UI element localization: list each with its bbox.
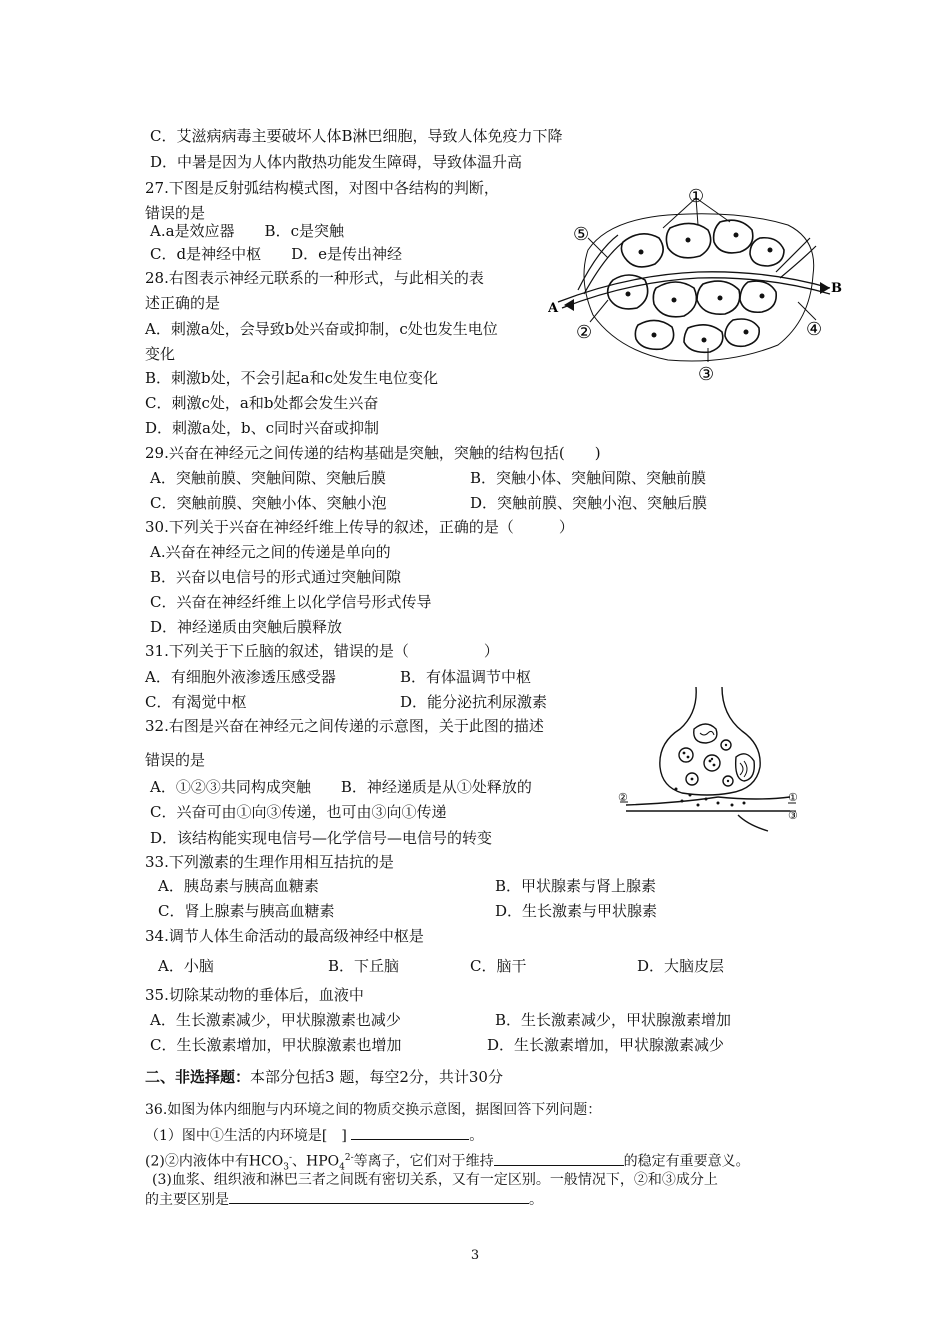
q36-part3-cont [145, 1188, 543, 1210]
q36-part2-sub1: 3 [283, 1162, 289, 1173]
fig1-label-b: B [831, 281, 842, 296]
q36-part1 [145, 1124, 483, 1146]
q35-stem: 35.切除某动物的垂体后，血液中 [145, 986, 364, 1004]
fig2-label-3: ③ [788, 809, 798, 822]
fig2-label-1: ① [788, 791, 798, 804]
q29-option-a: A．突触前膜、突触间隙、突触后膜 [150, 469, 386, 487]
q36-part3-blank[interactable] [229, 1188, 529, 1204]
q30-option-b: B．兴奋以电信号的形式通过突触间隙 [150, 568, 402, 586]
q36-part3: (3)血浆、组织液和淋巴三者之间既有密切关系，又有一定区别。一般情况下，②和③成分上 [152, 1172, 718, 1188]
q36-part3-text: 的主要区别是 [145, 1192, 229, 1208]
q32-option-d: D．该结构能实现电信号—化学信号—电信号的转变 [150, 829, 493, 847]
q32-stem-cont: 错误的是 [145, 751, 206, 769]
q36-part2-text-c: 等离子，它们对于维持 [353, 1153, 494, 1170]
q36-part2-blank[interactable] [494, 1150, 624, 1166]
section-2-desc: 本部分包括3 题，每空2分，共计30分 [250, 1068, 503, 1086]
q35-option-d: D．生长激素增加，甲状腺激素减少 [487, 1036, 725, 1054]
fig1-label-3: ③ [698, 364, 715, 385]
fig1-label-a: A [548, 301, 559, 316]
q36-part2-text-a: (2)②内液体中有HCO [145, 1153, 284, 1170]
fig1-label-4: ④ [806, 319, 823, 340]
q31-option-c: C．有渴觉中枢 [145, 693, 247, 711]
q28-stem-cont: 述正确的是 [145, 294, 221, 312]
q35-option-c: C．生长激素增加，甲状腺激素也增加 [150, 1036, 402, 1054]
q26-option-d: D．中暑是因为人体内散热功能发生障碍，导致体温升高 [150, 153, 523, 171]
q31-option-b: B．有体温调节中枢 [400, 668, 532, 686]
q33-option-c: C．肾上腺素与胰高血糖素 [158, 902, 335, 920]
q34-option-d: D．大脑皮层 [637, 957, 725, 975]
q36-part2-text-d: 的稳定有重要意义。 [623, 1153, 750, 1170]
q36-part2-sup2: 2- [344, 1153, 354, 1163]
q32-option-ab: A．①②③共同构成突触 B．神经递质是从①处释放的 [150, 778, 532, 796]
q31-option-a: A．有细胞外液渗透压感受器 [145, 668, 336, 686]
q31-option-d: D．能分泌抗利尿激素 [400, 693, 548, 711]
q33-option-d: D．生长激素与甲状腺素 [495, 902, 658, 920]
q29-stem: 29.兴奋在神经元之间传递的结构基础是突触，突触的结构包括( ) [145, 444, 601, 462]
q36-part2-text-b: 、HPO [292, 1153, 340, 1170]
q28-option-b: B．刺激b处，不会引起a和c处发生电位变化 [145, 369, 438, 387]
section-2-heading [145, 1067, 503, 1087]
q28-option-c: C．刺激c处，a和b处都会发生兴奋 [145, 394, 379, 412]
q35-option-a: A．生长激素减少，甲状腺激素也减少 [150, 1011, 401, 1029]
q27-stem: 27.下图是反射弧结构模式图，对图中各结构的判断， [145, 179, 499, 197]
q30-option-d: D．神经递质由突触后膜释放 [150, 618, 343, 636]
q33-option-b: B．甲状腺素与肾上腺素 [495, 877, 657, 895]
q34-option-b: B．下丘脑 [328, 957, 400, 975]
q28-option-a-cont: 变化 [145, 345, 176, 363]
q34-option-c: C．脑干 [470, 957, 527, 975]
fig1-label-5: ⑤ [573, 224, 590, 245]
q27-options-ab: A.a是效应器 B．c是突触 [150, 222, 344, 240]
q33-stem: 33.下列激素的生理作用相互拮抗的是 [145, 853, 394, 871]
q33-option-a: A．胰岛素与胰高血糖素 [158, 877, 319, 895]
q31-stem: 31.下列关于下丘脑的叙述，错误的是（ ） [145, 642, 499, 660]
section-2-title: 二、非选择题： [145, 1068, 251, 1086]
q36-part1-blank[interactable] [351, 1124, 469, 1140]
q27-options-cd: C．d是神经中枢 D．e是传出神经 [150, 245, 402, 263]
q30-option-c: C．兴奋在神经纤维上以化学信号形式传导 [150, 593, 432, 611]
q26-option-c: C．艾滋病病毒主要破坏人体B淋巴细胞，导致人体免疫力下降 [150, 127, 563, 145]
q30-option-a: A.兴奋在神经元之间的传递是单向的 [150, 543, 391, 561]
q34-option-a: A．小脑 [158, 957, 214, 975]
fig2-label-2: ② [618, 791, 628, 804]
q28-option-a: A．刺激a处，会导致b处兴奋或抑制，c处也发生电位 [145, 320, 498, 338]
q30-stem: 30.下列关于兴奋在神经纤维上传导的叙述，正确的是（ ） [145, 518, 574, 536]
q28-option-d: D．刺激a处，b、c同时兴奋或抑制 [145, 419, 379, 437]
q36-part1-end: 。 [469, 1128, 484, 1144]
q27-stem-cont: 错误的是 [145, 204, 206, 222]
q36-part3-end: 。 [529, 1192, 543, 1208]
q32-option-c: C．兴奋可由①向③传递，也可由③向①传递 [150, 803, 447, 821]
q36-part2-sup1: - [288, 1153, 293, 1163]
q29-option-b: B．突触小体、突触间隙、突触前膜 [470, 469, 707, 487]
neuron-network-figure [548, 180, 848, 385]
q29-option-c: C．突触前膜、突触小体、突触小泡 [150, 494, 387, 512]
q29-option-d: D．突触前膜、突触小泡、突触后膜 [470, 494, 708, 512]
q34-stem: 34.调节人体生命活动的最高级神经中枢是 [145, 927, 424, 945]
q36-part1-text: （1）图中①生活的内环境是[ ] [145, 1128, 347, 1144]
fig1-label-1: ① [688, 186, 705, 207]
synapse-figure [618, 685, 800, 833]
q28-stem: 28.右图表示神经元联系的一种形式，与此相关的表 [145, 269, 484, 287]
fig1-label-2: ② [576, 322, 593, 343]
q36-stem: 36.如图为体内细胞与内环境之间的物质交换示意图，据图回答下列问题： [145, 1102, 602, 1118]
q32-stem: 32.右图是兴奋在神经元之间传递的示意图，关于此图的描述 [145, 717, 544, 735]
q35-option-b: B．生长激素减少，甲状腺激素增加 [495, 1011, 732, 1029]
page-number: 3 [470, 1248, 480, 1263]
q36-part2-sub2: 4 [339, 1162, 345, 1173]
